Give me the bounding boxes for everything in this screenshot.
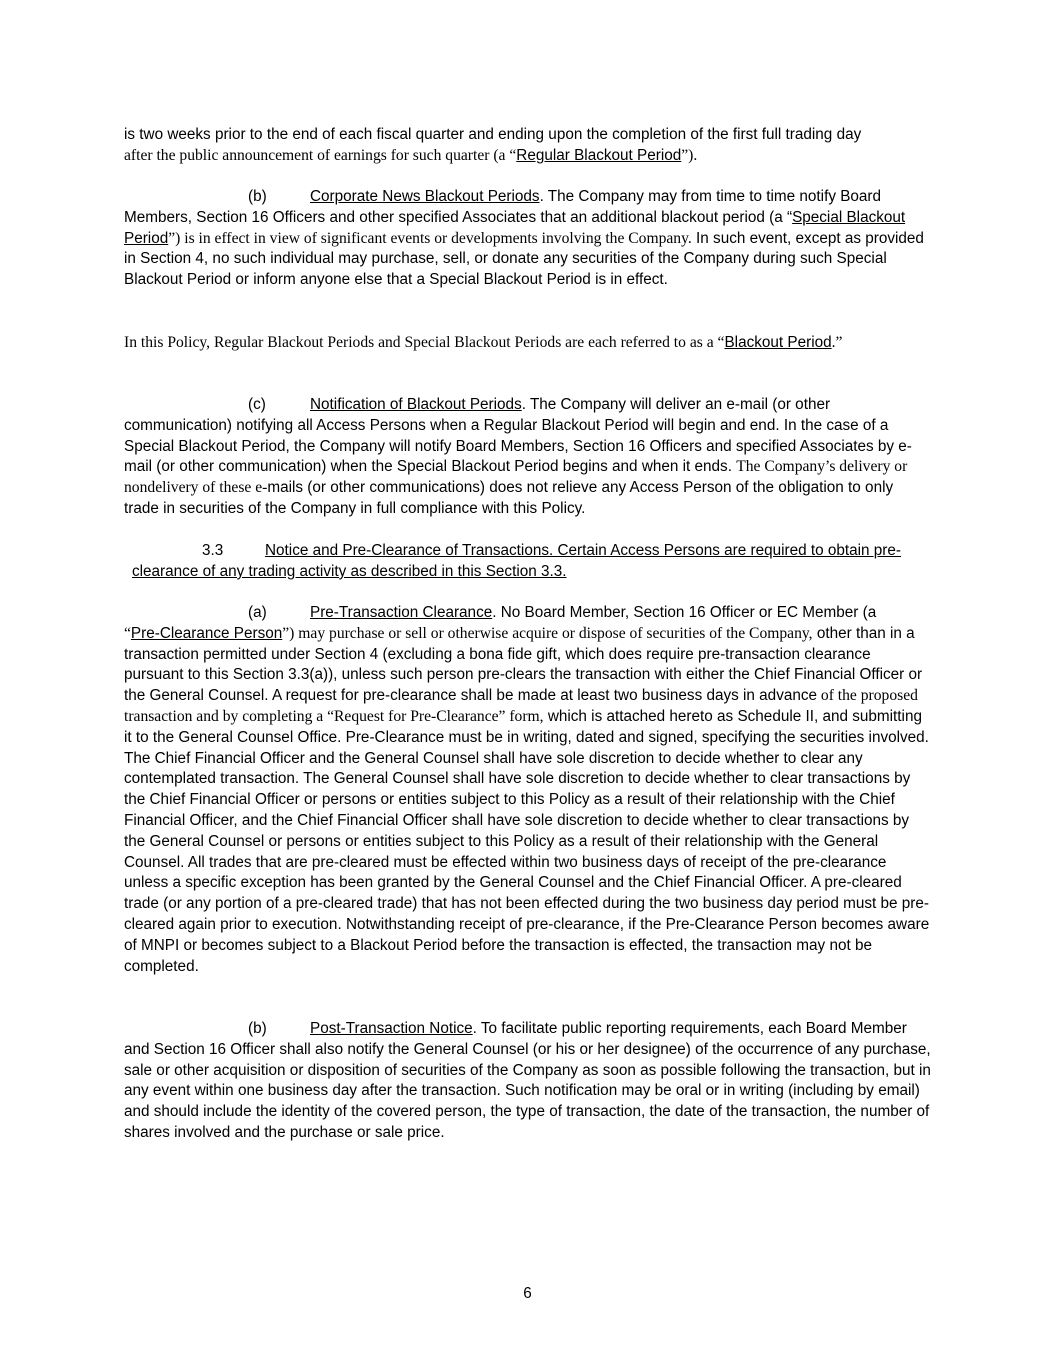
paragraph-notification <box>124 395 932 520</box>
defined-term: Regular Blackout Period <box>516 146 682 164</box>
paragraph-text: The Company’s delivery or nondelivery of these e- <box>124 458 908 497</box>
paragraph-text: In such event, except as provided in Section 4, no such individual may purchase, sell, or donate any securities of the Company during such Special Blackout Period or inform anyone else that a Special Blackout Period is in effect. <box>124 229 924 289</box>
paragraph-text: other than in a transaction permitted under Section 4 (excluding a bona fide gift, which does require pre-transaction clearance pursuant to this Section 3.3(a)), unless such person pre-clears the transaction with either the Chief Financial Officer or the General Counsel. A request for pre-clearance shall be made at least two business days in advance <box>124 624 923 705</box>
paragraph-text: . No Board Member, Section 16 Officer or EC Member (a <box>492 604 877 621</box>
paragraph-post-transaction-notice <box>124 1019 932 1144</box>
paragraph-regular-blackout <box>124 125 932 167</box>
section-title: Notice and Pre-Clearance of Transactions. Certain Access Persons are required to obtain pre-clearance of any trading activity as described in this Section 3.3. <box>132 542 901 580</box>
paragraph-text: “ <box>124 624 131 642</box>
item-heading: Corporate News Blackout Periods <box>310 188 540 205</box>
section-number: 3.3 <box>202 542 224 559</box>
paragraph-text: which is attached hereto as Schedule II, and submitting it to the General Counsel Office. Pre-Clearance must be in writing, dated and signed, specifying the securities involved. The Chief Financial Officer and the General Counsel shall have sole discretion to decide whether to clear any contemplated transaction. The General Counsel shall have sole discretion to decide whether to clear transactions by the Chief Financial Officer or persons or entities subject to this Policy as a result of their relationship with the Chief Financial Officer, and the Chief Financial Officer shall have sole discretion to decide whether to clear transactions by the General Counsel or persons or entities subject to this Policy as a result of their relationship with the General Counsel. All trades that are pre-cleared must be effected within two business days of receipt of the pre-clearance unless a specific exception has been granted by the General Counsel and the Chief Financial Officer. A pre-cleared trade (or any portion of a pre-cleared trade) that has not been effected during the two business day period must be pre-cleared again prior to execution. Notwithstanding receipt of pre-clearance, if the Pre-Clearance Person becomes aware of MNPI or becomes subject to a Blackout Period before the transaction is effected, the transaction may not be completed. <box>124 707 930 975</box>
paragraph-text: . To facilitate public reporting requirements, each Board Member and Section 16 Officer shall also notify the General Counsel (or his or her designee) of the occurrence of any purchase, sale or other acquisition or disposition of securities of the Company as soon as possible following the transaction, but in any event within one business day after the transaction. Such notification may be oral or in writing (including by email) and should include the identity of the covered person, the type of transaction, the date of the transaction, the number of shares involved and the purchase or sale price. <box>124 1020 931 1141</box>
item-heading: Pre-Transaction Clearance <box>310 604 493 621</box>
paragraph-text: ”). <box>681 146 698 164</box>
item-label: (c) <box>248 396 266 413</box>
paragraph-text: is two weeks prior to the end of each fiscal quarter and ending upon the completion of the first full trading day <box>124 126 862 143</box>
paragraph-text: of the proposed transaction and by completing a “Request for Pre-Clearance” form, <box>124 687 918 725</box>
paragraph-text: . The Company may from time to time notify Board Members, Section 16 Officers and other specified Associates that an additional blackout period (a “ <box>124 188 882 226</box>
paragraph-text: ”) is in effect in view of significant events or developments involving the Company. <box>168 229 692 247</box>
defined-term: Special Blackout Period <box>124 208 906 247</box>
item-label: (b) <box>248 1020 267 1037</box>
paragraph-blackout-definition <box>124 333 932 354</box>
paragraph-corporate-news-blackout <box>124 187 932 291</box>
defined-term: Blackout Period <box>724 334 832 351</box>
item-heading: Notification of Blackout Periods <box>310 396 522 413</box>
paragraph-text: ”) may purchase or sell or otherwise acquire or dispose of securities of the Company, <box>282 624 813 642</box>
item-label: (b) <box>248 188 267 205</box>
section-heading <box>132 541 932 583</box>
paragraph-text: mails (or other communications) does not relieve any Access Person of the obligation to only trade in securities of the Company in full compliance with this Policy. <box>124 479 894 517</box>
paragraph-text: . The Company will deliver an e-mail (or other communication) notifying all Access Persons when a Regular Blackout Period will begin and end. In the case of a Special Blackout Period, the Company will notify Board Members, Section 16 Officers and specified Associates by e-mail (or other communication) when the Special Blackout Period begins and when it ends. <box>124 396 912 476</box>
paragraph-text: In this Policy, Regular Blackout Periods and Special Blackout Periods are each referred to as a “ <box>124 334 725 351</box>
paragraph-text: after the public announcement of earnings for such quarter (a “ <box>124 146 517 164</box>
defined-term: Pre-Clearance Person <box>130 624 283 642</box>
paragraph-text: .” <box>831 334 843 351</box>
page-number: 6 <box>523 1285 532 1302</box>
item-label: (a) <box>248 604 267 621</box>
paragraph-pre-transaction-clearance <box>124 603 932 977</box>
item-heading: Post-Transaction Notice <box>310 1020 473 1037</box>
